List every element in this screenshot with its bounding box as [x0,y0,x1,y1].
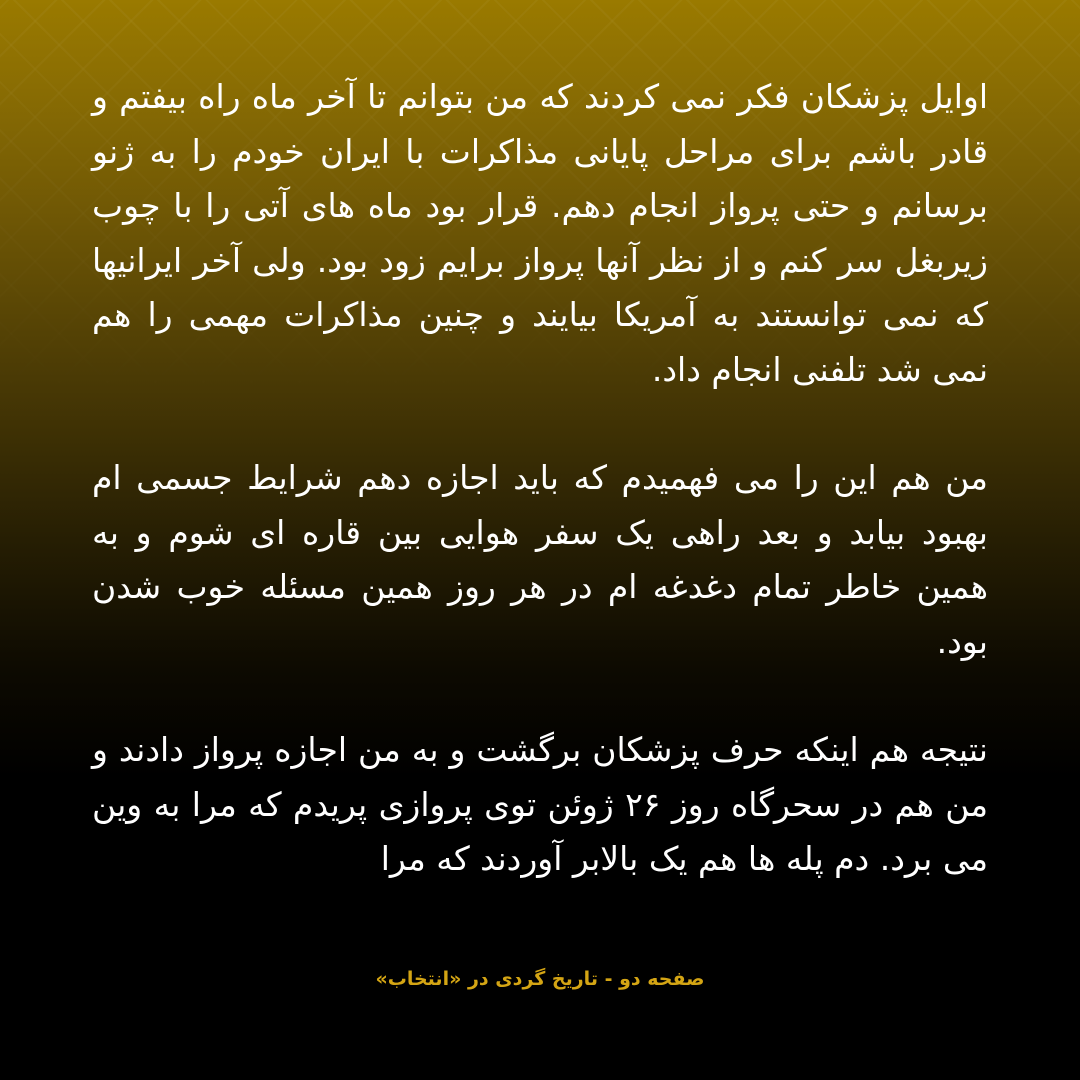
paragraph-2: من هم این را می فهمیدم که باید اجازه دهم شرایط جسمی ام بهبود بیابد و بعد راهی یک سفر هوایی بین قاره ای شوم و به همین خاطر تمام دغدغه ام در هر روز همین مسئله خوب شدن بود. [92,458,988,661]
article-body [92,70,988,887]
paragraph-1: اوایل پزشکان فکر نمی کردند که من بتوانم تا آخر ماه راه بیفتم و قادر باشم برای مراحل پایانی مذاکرات با ایران خودم را به ژنو برسانم و حتی پرواز انجام دهم. قرار بود ماه های آتی را با چوب زیربغل سر کنم و از نظر آنها پرواز برایم زود بود. ولی آخر ایرانیها که نمی توانستند به آمریکا بیایند و چنین مذاکرات مهمی را هم نمی شد تلفنی انجام داد. [92,77,988,389]
page-footer: صفحه دو - تاریخ گردی در «انتخاب» [375,968,705,990]
paragraph-3: نتیجه هم اینکه حرف پزشکان برگشت و به من اجازه پرواز دادند و من هم در سحرگاه روز ۲۶ ژوئن توی پروازی پریدم که مرا به وین می برد. دم پله ها هم یک بالابر آوردند که مرا [92,730,989,878]
